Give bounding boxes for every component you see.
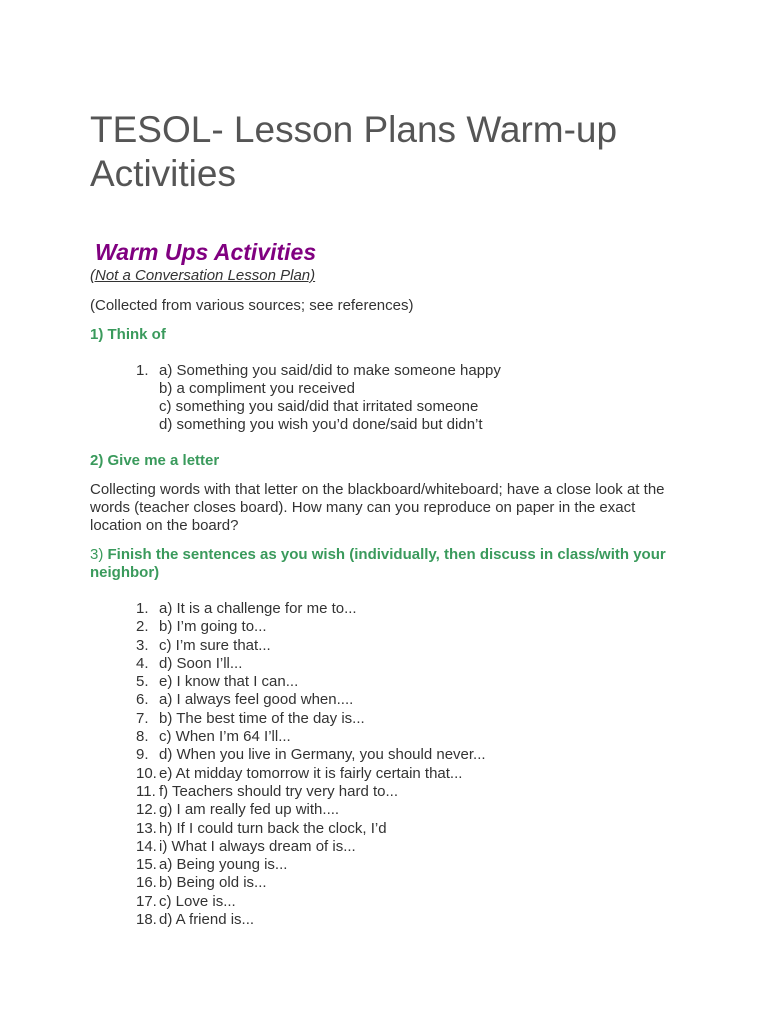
section2-heading: 2) Give me a letter xyxy=(90,452,220,469)
list-marker: 15. xyxy=(136,856,157,874)
list-item-text: d) something you wish you’d done/said but didn’t xyxy=(159,416,483,433)
list-item-text: h) If I could turn back the clock, I’d xyxy=(159,819,387,837)
list-item-text: a) I always feel good when.... xyxy=(159,691,354,709)
list-marker: 13. xyxy=(136,819,157,837)
subtitle: (Not a Conversation Lesson Plan) xyxy=(90,267,316,284)
list-marker: 18. xyxy=(136,911,157,929)
list-item-text: d) A friend is... xyxy=(159,911,255,929)
list-item-text: c) I’m sure that... xyxy=(159,636,271,654)
list-item-text: e) At midday tomorrow it is fairly certain that... xyxy=(159,764,463,782)
list-item-text: c) something you said/did that irritated someone xyxy=(159,398,479,415)
list-item-text: d) Soon I’ll... xyxy=(159,654,243,672)
list-marker: 8. xyxy=(136,728,149,746)
list-marker: 4. xyxy=(136,654,149,672)
list-marker: 1. xyxy=(136,362,149,379)
list-marker: 5. xyxy=(136,673,149,691)
list-marker: 1. xyxy=(136,600,149,617)
list-item-text: a) Something you said/did to make someone happy xyxy=(159,362,501,379)
section3-heading xyxy=(90,546,680,582)
list-item-text: b) I’m going to... xyxy=(159,618,267,636)
list-marker: 17. xyxy=(136,892,157,910)
list-item-text: b) a compliment you received xyxy=(159,380,355,397)
list-marker: 9. xyxy=(136,746,149,764)
list-marker: 14. xyxy=(136,837,157,855)
list-item-text: a) Being young is... xyxy=(159,856,288,874)
list-item-text: b) The best time of the day is... xyxy=(159,709,365,727)
list-marker: 16. xyxy=(136,874,157,892)
list-marker: 10. xyxy=(136,764,157,782)
list-item-text: c) When I’m 64 I’ll... xyxy=(159,728,291,746)
list-item-text: i) What I always dream of is... xyxy=(159,837,356,855)
list-item-text: c) Love is... xyxy=(159,892,236,910)
list-item-text: b) Being old is... xyxy=(159,874,267,892)
list-marker: 6. xyxy=(136,691,149,709)
list-marker: 7. xyxy=(136,709,149,727)
section2-body: Collecting words with that letter on the blackboard/whiteboard; have a close look at the words (teacher closes board). How many can you reproduce on paper in the exact location on the board? xyxy=(90,481,665,534)
list-item-text: a) It is a challenge for me to... xyxy=(159,600,357,617)
list-marker: 3. xyxy=(136,636,149,654)
section-title: Warm Ups Activities xyxy=(95,239,317,265)
list-item-text: f) Teachers should try very hard to... xyxy=(159,782,398,800)
list-marker: 11. xyxy=(136,782,156,800)
source-note: (Collected from various sources; see references) xyxy=(90,297,414,314)
list-item-text: g) I am really fed up with.... xyxy=(159,801,340,819)
list-marker: 12. xyxy=(136,801,157,819)
document-title: TESOL- Lesson Plans Warm-up Activities xyxy=(90,109,618,194)
list-item-text: d) When you live in Germany, you should never... xyxy=(159,746,486,764)
section3-heading-text: Finish the sentences as you wish (individually, then discuss in class/with your neighbor) xyxy=(90,546,666,581)
section1-heading: 1) Think of xyxy=(90,326,166,343)
list-item-text: e) I know that I can... xyxy=(159,673,299,691)
list-marker: 2. xyxy=(136,618,149,636)
section3-number: 3) xyxy=(90,546,104,563)
